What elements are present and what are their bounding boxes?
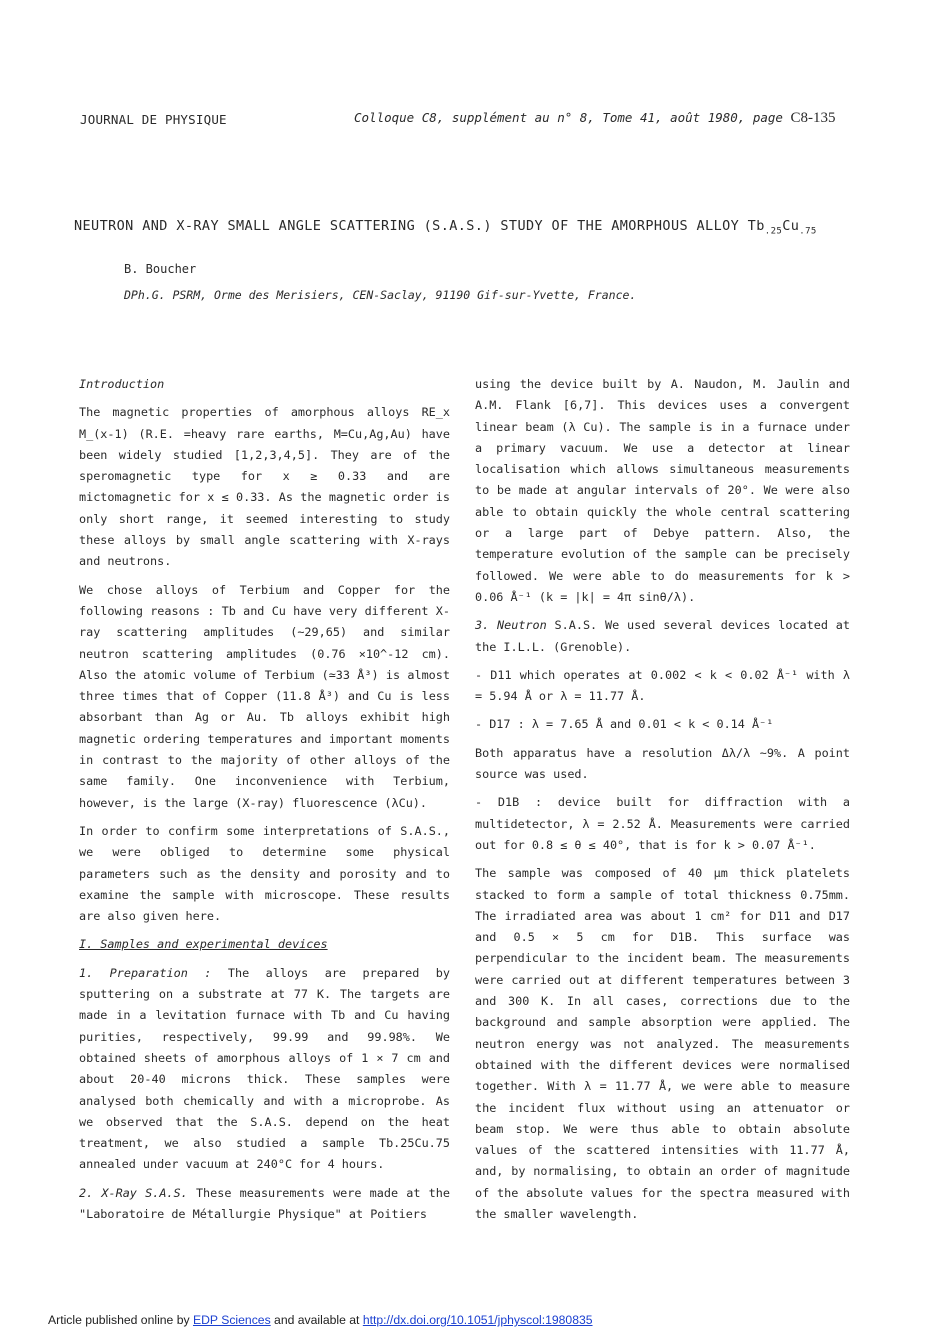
colloque-text: Colloque C8, supplément au n° 8, Tome 41, août 1980, page <box>354 110 791 125</box>
title-sub2: .75 <box>799 226 817 237</box>
intro-paragraph-2: We chose alloys of Terbium and Copper for the following reasons : Tb and Cu have very different X-ray scattering amplitudes (~29,65) and similar neutron scattering amplitudes (0.76 ×10^-12 cm). Also the atomic volume of Terbium (≃33 Å³) is almost three times that of Copper (11.8 Å³) and Cu is less absorbant than Ag or Au. Tb alloys exhibit high magnetic ordering temperatures and important moments in contrast to the majority of other alloys of the same family. One inconvenience with Terbium, however, is the large (X-ray) fluorescence (λCu). <box>79 582 450 810</box>
neutron-label: 3. Neutron <box>475 618 547 633</box>
neutron-text: S.A.S. We used several devices located at the I.L.L. (Grenoble). <box>475 618 850 654</box>
right-column <box>475 374 850 1232</box>
colloque-reference <box>354 110 836 127</box>
xray-label: 2. X-Ray S.A.S. <box>79 1185 188 1200</box>
preparation-label: 1. Preparation : <box>79 965 212 980</box>
paper-title <box>74 218 817 237</box>
section-1-heading: I. Samples and experimental devices <box>79 937 328 952</box>
doi-link[interactable]: http://dx.doi.org/10.1051/jphyscol:1980835 <box>362 1313 593 1327</box>
intro-paragraph-3: In order to confirm some interpretations of S.A.S., we were obliged to determine some physical parameters such as the density and porosity and to examine the sample with microscope. These results are also given here. <box>79 823 450 924</box>
sample-paragraph: The sample was composed of 40 µm thick platelets stacked to form a sample of total thickness 0.75mm. The irradiated area was about 1 cm² for D11 and D17 and 0.5 × 5 cm for D1B. This surface was perpendicular to the incident beam. The measurements were carried out at different temperatures between 3 and 300 K. In all cases, corrections due to the background and sample absorption were applied. The neutron energy was not analyzed. The measurements obtained with the different devices were normalised together. With λ = 11.77 Å, we were able to measure the incident flux without using an attenuator or beam stop. We were thus able to obtain absolute values of the scattered intensities with 11.77 Å, and, by normalising, to obtain an order of magnitude of the absolute values for the spectra measured with the smaller wavelength. <box>475 866 850 1221</box>
preparation-paragraph <box>79 963 450 1176</box>
publication-footer <box>48 1313 593 1327</box>
xray-paragraph <box>79 1183 450 1226</box>
xray-text: These measurements were made at the "Laboratoire de Métallurgie Physique" at Poitiers <box>79 1185 450 1221</box>
intro-paragraph-1: The magnetic properties of amorphous alloys RE_x M_(x-1) (R.E. =heavy rare earths, M=Cu,Ag,Au) have been widely studied [1,2,3,4,5]. They are of the speromagnetic type for x ≥ 0.33 and are mictomagnetic for x ≤ 0.33. As the magnetic order is only short range, it seemed interesting to study these alloys by small angle scattering with X-rays and neutrons. <box>79 405 450 569</box>
title-main: NEUTRON AND X-RAY SMALL ANGLE SCATTERING (S.A.S.) STUDY OF THE AMORPHOUS ALLOY Tb <box>74 218 765 234</box>
resolution-paragraph: Both apparatus have a resolution Δλ/λ ~9%. A point source was used. <box>475 745 850 782</box>
left-column <box>79 374 450 1232</box>
preparation-text: The alloys are prepared by sputtering on a substrate at 77 K. The targets are made in a levitation furnace with Tb and Cu having purities, respectively, 99.99 and 99.98%. We obtained sheets of amorphous alloys of 1 × 7 cm and about 20-40 microns thick. These samples were analysed both chemically and with a microprobe. As we observed that the S.A.S. depend on the heat treatment, we also studied a sample Tb.25Cu.75 annealed under vacuum at 240°C for 4 hours. <box>79 965 450 1172</box>
neutron-paragraph <box>475 615 850 658</box>
footer-pre: Article published online by <box>48 1313 193 1327</box>
d11-item: - D11 which operates at 0.002 < k < 0.02 Å⁻¹ with λ = 5.94 Å or λ = 11.77 Å. <box>475 667 850 704</box>
title-cu: Cu <box>782 218 800 234</box>
journal-name: JOURNAL DE PHYSIQUE <box>80 112 227 127</box>
footer-mid: and available at <box>270 1313 363 1327</box>
edp-sciences-link[interactable]: EDP Sciences <box>192 1313 271 1327</box>
d1b-item: - D1B : device built for diffraction with a multidetector, λ = 2.52 Å. Measurements were carried out for 0.8 ≤ θ ≤ 40°, that is for k > 0.07 Å⁻¹. <box>475 795 850 852</box>
device-paragraph: using the device built by A. Naudon, M. Jaulin and A.M. Flank [6,7]. This devices uses a convergent linear beam (λ Cu). The sample is in a furnace under a primary vacuum. We use a detector at linear localisation which allows simultaneous measurements to be made at angular intervals of 20°. We were also able to obtain quickly the whole central scattering or a large part of Debye pattern. Also, the temperature evolution of the sample can be precisely followed. We were able to do measurements for k > 0.06 Å⁻¹ (k = |k| = 4π sinθ/λ). <box>475 377 850 604</box>
title-sub1: .25 <box>764 226 783 237</box>
introduction-heading: Introduction <box>79 377 165 391</box>
d17-item: - D17 : λ = 7.65 Å and 0.01 < k < 0.14 Å⁻¹ <box>475 717 774 732</box>
author: B. Boucher <box>124 262 197 276</box>
page-number: C8-135 <box>790 110 836 126</box>
affiliation: DPh.G. PSRM, Orme des Merisiers, CEN-Saclay, 91190 Gif-sur-Yvette, France. <box>124 288 637 302</box>
